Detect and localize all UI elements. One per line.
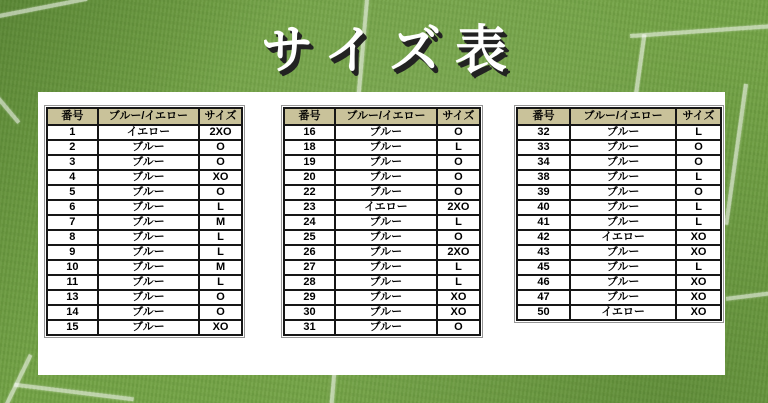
cell-blue-yellow: ブルー bbox=[570, 125, 676, 140]
cell-blue-yellow: ブルー bbox=[335, 305, 437, 320]
size-table-2-container bbox=[283, 107, 481, 336]
table-row bbox=[517, 200, 721, 215]
table-row bbox=[284, 275, 480, 290]
cell-blue-yellow: ブルー bbox=[335, 245, 437, 260]
column-header: ブルー/イエロー bbox=[98, 108, 199, 125]
cell-number: 32 bbox=[517, 125, 570, 140]
cell-size: L bbox=[437, 275, 480, 290]
cell-blue-yellow: ブルー bbox=[98, 170, 199, 185]
cell-size: L bbox=[199, 245, 242, 260]
table-row bbox=[284, 245, 480, 260]
cell-size: XO bbox=[437, 305, 480, 320]
cell-size: XO bbox=[676, 275, 721, 290]
table-row bbox=[517, 305, 721, 320]
cell-size: O bbox=[437, 185, 480, 200]
cell-blue-yellow: ブルー bbox=[98, 305, 199, 320]
cell-size: L bbox=[437, 215, 480, 230]
cell-number: 45 bbox=[517, 260, 570, 275]
cell-number: 34 bbox=[517, 155, 570, 170]
table-row bbox=[517, 275, 721, 290]
cell-blue-yellow: ブルー bbox=[335, 125, 437, 140]
cell-blue-yellow: ブルー bbox=[335, 320, 437, 335]
cell-number: 7 bbox=[47, 215, 98, 230]
cell-blue-yellow: ブルー bbox=[335, 275, 437, 290]
cell-number: 29 bbox=[284, 290, 335, 305]
cell-size: O bbox=[437, 170, 480, 185]
table-row bbox=[47, 200, 242, 215]
header-row bbox=[284, 108, 480, 125]
cell-size: L bbox=[437, 140, 480, 155]
cell-blue-yellow: ブルー bbox=[98, 290, 199, 305]
cell-size: XO bbox=[676, 245, 721, 260]
cell-number: 23 bbox=[284, 200, 335, 215]
cell-number: 39 bbox=[517, 185, 570, 200]
field-line-bottom-left-horizontal bbox=[14, 383, 134, 402]
cell-size: L bbox=[676, 200, 721, 215]
table-row bbox=[284, 260, 480, 275]
table-row bbox=[517, 245, 721, 260]
cell-size: 2XO bbox=[437, 200, 480, 215]
cell-blue-yellow: ブルー bbox=[335, 215, 437, 230]
table-row bbox=[284, 155, 480, 170]
column-header: 番号 bbox=[517, 108, 570, 125]
cell-number: 20 bbox=[284, 170, 335, 185]
cell-number: 13 bbox=[47, 290, 98, 305]
cell-size: XO bbox=[676, 305, 721, 320]
table-row bbox=[284, 230, 480, 245]
table-row bbox=[284, 215, 480, 230]
cell-blue-yellow: ブルー bbox=[570, 155, 676, 170]
cell-size: O bbox=[676, 155, 721, 170]
cell-size: XO bbox=[437, 290, 480, 305]
table-row bbox=[47, 305, 242, 320]
cell-number: 25 bbox=[284, 230, 335, 245]
table-row bbox=[47, 245, 242, 260]
cell-number: 27 bbox=[284, 260, 335, 275]
cell-size: O bbox=[199, 305, 242, 320]
cell-size: L bbox=[199, 230, 242, 245]
table-row bbox=[47, 275, 242, 290]
cell-size: XO bbox=[199, 170, 242, 185]
cell-number: 5 bbox=[47, 185, 98, 200]
table-row bbox=[47, 215, 242, 230]
header-row bbox=[517, 108, 721, 125]
table-row bbox=[517, 215, 721, 230]
column-header: ブルー/イエロー bbox=[335, 108, 437, 125]
table-row bbox=[284, 290, 480, 305]
cell-size: XO bbox=[676, 230, 721, 245]
field-line-left-corner bbox=[0, 86, 20, 124]
cell-size: O bbox=[199, 290, 242, 305]
cell-blue-yellow: ブルー bbox=[98, 260, 199, 275]
cell-blue-yellow: ブルー bbox=[335, 260, 437, 275]
cell-blue-yellow: ブルー bbox=[335, 155, 437, 170]
cell-number: 11 bbox=[47, 275, 98, 290]
cell-blue-yellow: ブルー bbox=[98, 185, 199, 200]
table-row bbox=[284, 125, 480, 140]
size-table-3 bbox=[516, 107, 722, 321]
cell-size: O bbox=[437, 125, 480, 140]
cell-number: 38 bbox=[517, 170, 570, 185]
table-row bbox=[517, 140, 721, 155]
cell-number: 50 bbox=[517, 305, 570, 320]
table-row bbox=[284, 200, 480, 215]
cell-number: 43 bbox=[517, 245, 570, 260]
size-table-3-container bbox=[516, 107, 722, 321]
cell-number: 30 bbox=[284, 305, 335, 320]
cell-size: L bbox=[676, 260, 721, 275]
table-row bbox=[517, 125, 721, 140]
cell-size: O bbox=[199, 155, 242, 170]
column-header: 番号 bbox=[284, 108, 335, 125]
cell-size: O bbox=[437, 230, 480, 245]
cell-number: 19 bbox=[284, 155, 335, 170]
cell-number: 47 bbox=[517, 290, 570, 305]
cell-size: M bbox=[199, 215, 242, 230]
cell-number: 1 bbox=[47, 125, 98, 140]
cell-blue-yellow: ブルー bbox=[98, 155, 199, 170]
tables-panel bbox=[38, 92, 725, 375]
table-row bbox=[284, 170, 480, 185]
cell-size: L bbox=[199, 200, 242, 215]
column-header: サイズ bbox=[199, 108, 242, 125]
column-header: サイズ bbox=[676, 108, 721, 125]
cell-blue-yellow: ブルー bbox=[335, 230, 437, 245]
cell-blue-yellow: ブルー bbox=[570, 260, 676, 275]
table-row bbox=[47, 260, 242, 275]
cell-blue-yellow: イエロー bbox=[98, 125, 199, 140]
cell-blue-yellow: ブルー bbox=[335, 290, 437, 305]
cell-blue-yellow: ブルー bbox=[570, 275, 676, 290]
cell-size: 2XO bbox=[199, 125, 242, 140]
size-table-1-container bbox=[46, 107, 243, 336]
field-line-right-lower bbox=[726, 291, 768, 301]
cell-blue-yellow: ブルー bbox=[98, 245, 199, 260]
table-row bbox=[47, 140, 242, 155]
cell-size: XO bbox=[676, 290, 721, 305]
cell-number: 28 bbox=[284, 275, 335, 290]
cell-number: 16 bbox=[284, 125, 335, 140]
table-row bbox=[47, 185, 242, 200]
cell-blue-yellow: ブルー bbox=[570, 215, 676, 230]
cell-blue-yellow: ブルー bbox=[570, 290, 676, 305]
cell-blue-yellow: ブルー bbox=[98, 230, 199, 245]
column-header: サイズ bbox=[437, 108, 480, 125]
cell-number: 15 bbox=[47, 320, 98, 335]
cell-blue-yellow: ブルー bbox=[98, 275, 199, 290]
cell-number: 9 bbox=[47, 245, 98, 260]
cell-size: O bbox=[437, 320, 480, 335]
table-row bbox=[47, 170, 242, 185]
cell-size: O bbox=[676, 140, 721, 155]
column-header: 番号 bbox=[47, 108, 98, 125]
table-row bbox=[517, 185, 721, 200]
cell-blue-yellow: イエロー bbox=[570, 230, 676, 245]
cell-number: 22 bbox=[284, 185, 335, 200]
cell-number: 26 bbox=[284, 245, 335, 260]
field-line-bottom-left-vertical bbox=[3, 354, 32, 403]
table-row bbox=[284, 140, 480, 155]
cell-size: O bbox=[199, 140, 242, 155]
cell-number: 24 bbox=[284, 215, 335, 230]
field-line-right-outer bbox=[724, 84, 748, 225]
cell-number: 6 bbox=[47, 200, 98, 215]
cell-blue-yellow: イエロー bbox=[570, 305, 676, 320]
cell-number: 3 bbox=[47, 155, 98, 170]
cell-size: L bbox=[676, 215, 721, 230]
cell-blue-yellow: ブルー bbox=[570, 245, 676, 260]
cell-number: 42 bbox=[517, 230, 570, 245]
cell-blue-yellow: ブルー bbox=[98, 140, 199, 155]
cell-number: 31 bbox=[284, 320, 335, 335]
table-row bbox=[284, 185, 480, 200]
cell-blue-yellow: ブルー bbox=[335, 140, 437, 155]
cell-blue-yellow: ブルー bbox=[335, 170, 437, 185]
table-row bbox=[517, 155, 721, 170]
cell-blue-yellow: ブルー bbox=[335, 185, 437, 200]
cell-number: 10 bbox=[47, 260, 98, 275]
table-row bbox=[47, 320, 242, 335]
table-row bbox=[517, 230, 721, 245]
table-row bbox=[517, 170, 721, 185]
table-row bbox=[47, 125, 242, 140]
table-row bbox=[284, 320, 480, 335]
cell-size: O bbox=[199, 185, 242, 200]
cell-size: O bbox=[676, 185, 721, 200]
cell-size: M bbox=[199, 260, 242, 275]
table-row bbox=[47, 155, 242, 170]
size-table-2 bbox=[283, 107, 481, 336]
cell-size: L bbox=[676, 170, 721, 185]
table-row bbox=[517, 260, 721, 275]
cell-number: 18 bbox=[284, 140, 335, 155]
table-row bbox=[284, 305, 480, 320]
cell-number: 40 bbox=[517, 200, 570, 215]
cell-number: 2 bbox=[47, 140, 98, 155]
column-header: ブルー/イエロー bbox=[570, 108, 676, 125]
cell-blue-yellow: ブルー bbox=[98, 215, 199, 230]
cell-number: 33 bbox=[517, 140, 570, 155]
header-row bbox=[47, 108, 242, 125]
cell-blue-yellow: ブルー bbox=[570, 200, 676, 215]
cell-size: 2XO bbox=[437, 245, 480, 260]
page-title: サイズ表 bbox=[261, 22, 521, 80]
cell-number: 46 bbox=[517, 275, 570, 290]
cell-blue-yellow: ブルー bbox=[570, 185, 676, 200]
cell-size: XO bbox=[199, 320, 242, 335]
cell-size: O bbox=[437, 155, 480, 170]
cell-blue-yellow: イエロー bbox=[335, 200, 437, 215]
cell-number: 4 bbox=[47, 170, 98, 185]
cell-blue-yellow: ブルー bbox=[98, 320, 199, 335]
table-row bbox=[47, 230, 242, 245]
cell-size: L bbox=[199, 275, 242, 290]
cell-size: L bbox=[437, 260, 480, 275]
cell-blue-yellow: ブルー bbox=[570, 170, 676, 185]
cell-number: 14 bbox=[47, 305, 98, 320]
size-table-1 bbox=[46, 107, 243, 336]
cell-blue-yellow: ブルー bbox=[98, 200, 199, 215]
cell-number: 41 bbox=[517, 215, 570, 230]
cell-number: 8 bbox=[47, 230, 98, 245]
cell-size: L bbox=[676, 125, 721, 140]
table-row bbox=[517, 290, 721, 305]
table-row bbox=[47, 290, 242, 305]
cell-blue-yellow: ブルー bbox=[570, 140, 676, 155]
